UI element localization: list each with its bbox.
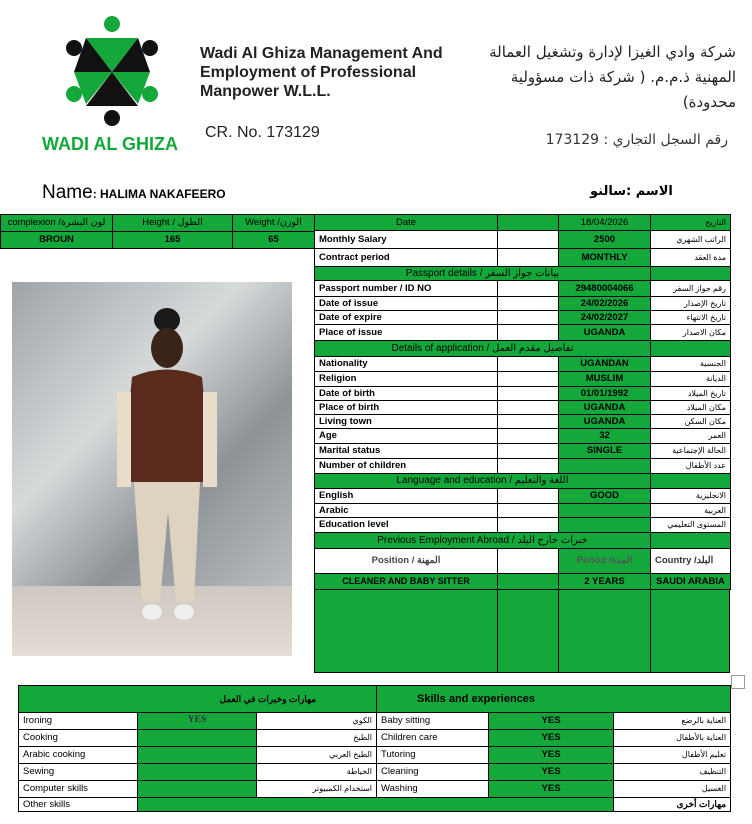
date-row [315, 215, 731, 231]
detail-label-ar: مدة العقد [651, 249, 731, 267]
detail-label: Contract period [315, 249, 498, 267]
skill-row [19, 713, 731, 730]
blank-cell [498, 372, 559, 387]
skill-label: Cleaning [377, 764, 489, 781]
position-header: Position / المهنة [315, 549, 498, 574]
detail-label: Nationality [315, 357, 498, 372]
blank-cell [498, 459, 559, 474]
company-line: Wadi Al Ghiza Management And [200, 45, 443, 62]
skill-label: Children care [377, 730, 489, 747]
detail-label: Passport number / ID NO [315, 281, 498, 297]
skill-label-ar: التنظيف [614, 764, 731, 781]
skill-value [138, 764, 257, 781]
detail-label: Date of issue [315, 297, 498, 311]
weight-header: Weight /الوزن [233, 215, 315, 232]
blank-cell [498, 387, 559, 401]
detail-row [315, 249, 731, 267]
detail-label-ar: العربية [651, 504, 731, 518]
skill-label-ar: الغسيل [614, 781, 731, 798]
detail-row [315, 357, 731, 372]
detail-value: UGANDA [559, 415, 651, 429]
company-name-en [200, 44, 448, 101]
skill-label: Washing [377, 781, 489, 798]
detail-label-ar: العمر [651, 429, 731, 444]
skills-title-ar: مهارات وخبرات في العمل [19, 686, 377, 713]
detail-value: 29480004066 [559, 281, 651, 297]
detail-label-ar: مكان السكن [651, 415, 731, 429]
detail-label: Date [315, 215, 498, 231]
skill-label: Computer skills [19, 781, 138, 798]
detail-row [315, 459, 731, 474]
section-header: Details of application / تفاصيل مقدم العمل [315, 341, 651, 357]
blank-cell [498, 281, 559, 297]
section-header-row [315, 341, 731, 357]
skills-title-en: Skills and experiences [377, 686, 731, 713]
detail-label: Number of children [315, 459, 498, 474]
skill-label: Arabic cooking [19, 747, 138, 764]
detail-row [315, 489, 731, 504]
skill-label-ar: تعليم الأطفال [614, 747, 731, 764]
weight-value: 65 [233, 232, 315, 249]
blank-cell [498, 297, 559, 311]
complexion-header: complexion /لون البشرة [1, 215, 113, 232]
detail-value: 2500 [559, 231, 651, 249]
skill-label: Sewing [19, 764, 138, 781]
detail-row [315, 281, 731, 297]
detail-row [315, 518, 731, 533]
position-value: CLEANER AND BABY SITTER [315, 574, 498, 590]
physical-header-row [1, 215, 315, 232]
skill-row [19, 747, 731, 764]
skill-row [19, 764, 731, 781]
skill-value: YES [489, 713, 614, 730]
detail-label-ar: تاريخ الانتهاء [651, 311, 731, 325]
section-header-row [315, 267, 731, 281]
detail-label: Place of issue [315, 325, 498, 341]
skill-value [138, 730, 257, 747]
blank-cell [498, 444, 559, 459]
blank-cell [498, 249, 559, 267]
blank-cell [498, 325, 559, 341]
cr-number-en: CR. No. 173129 [205, 124, 320, 141]
logo-text: WADI AL GHIZA [42, 134, 178, 154]
details-table [314, 214, 731, 590]
company-logo-icon [62, 14, 162, 132]
detail-row [315, 415, 731, 429]
detail-value: UGANDAN [559, 357, 651, 372]
detail-label: Arabic [315, 504, 498, 518]
detail-label-ar: الانجليزية [651, 489, 731, 504]
detail-row [315, 231, 731, 249]
detail-value: 01/01/1992 [559, 387, 651, 401]
skill-label-ar: العناية بالأطفال [614, 730, 731, 747]
height-header: Height / الطول [113, 215, 233, 232]
detail-value: GOOD [559, 489, 651, 504]
skill-label-ar: استخدام الكمبيوتر [257, 781, 377, 798]
detail-label-ar: الجنسية [651, 357, 731, 372]
period-header: Period /المدة [559, 549, 651, 574]
person-figure-icon [112, 302, 222, 642]
other-skills-value [138, 798, 614, 812]
detail-label-ar: التاريخ [651, 215, 731, 231]
detail-row [315, 325, 731, 341]
detail-value: 18/04/2026 [559, 215, 651, 231]
detail-label: Place of birth [315, 401, 498, 415]
page-corner-marker [731, 675, 745, 689]
company-name-ar [489, 40, 736, 115]
employment-header-row [315, 549, 731, 574]
skill-label-ar: العناية بالرضع [614, 713, 731, 730]
section-header-row [315, 474, 731, 489]
physical-table [0, 214, 315, 249]
country-value: SAUDI ARABIA [651, 574, 731, 590]
skill-value: YES [138, 713, 257, 730]
skill-value: YES [489, 781, 614, 798]
detail-label: Date of expire [315, 311, 498, 325]
section-header-blank [651, 474, 731, 489]
detail-row [315, 444, 731, 459]
detail-label: Living town [315, 415, 498, 429]
section-header-row [315, 533, 731, 549]
detail-label-ar: رقم جواز السفر [651, 281, 731, 297]
other-skills-row [19, 798, 731, 812]
section-header: Previous Employment Abroad / خبرات خارج البلد [315, 533, 651, 549]
skill-label-ar: الطبخ العربي [257, 747, 377, 764]
detail-value [559, 459, 651, 474]
name-value: : HALIMA NAKAFEERO [92, 187, 226, 201]
detail-value: 32 [559, 429, 651, 444]
detail-label: Date of birth [315, 387, 498, 401]
detail-row [315, 297, 731, 311]
company-line-ar: محدودة) [682, 93, 736, 111]
detail-row [315, 429, 731, 444]
detail-value: UGANDA [559, 401, 651, 415]
section-header-blank [651, 341, 731, 357]
detail-label-ar: الراتب الشهري [651, 231, 731, 249]
period-value: 2 YEARS [559, 574, 651, 590]
blank-cell [498, 231, 559, 249]
other-skills-label-ar: مهارات أخرى [614, 798, 731, 812]
detail-value: MONTHLY [559, 249, 651, 267]
name-label: Name [42, 182, 93, 203]
name-field [42, 182, 226, 204]
detail-value: UGANDA [559, 325, 651, 341]
detail-label-ar: مكان الميلاد [651, 401, 731, 415]
section-header: Language and education / اللغة والتعليم [315, 474, 651, 489]
physical-value-row [1, 232, 315, 249]
height-value: 165 [113, 232, 233, 249]
other-skills-label: Other skills [19, 798, 138, 812]
detail-label: Age [315, 429, 498, 444]
skill-value: YES [489, 747, 614, 764]
detail-label-ar: تاريخ الإصدار [651, 297, 731, 311]
blank-cell [498, 357, 559, 372]
skill-label: Cooking [19, 730, 138, 747]
skills-table [18, 685, 731, 812]
skill-row [19, 730, 731, 747]
blank-cell [498, 489, 559, 504]
employment-row [315, 574, 731, 590]
detail-label-ar: تاريخ الميلاد [651, 387, 731, 401]
skill-label-ar: الكوي [257, 713, 377, 730]
detail-value [559, 518, 651, 533]
section-header: Passport details / بيانات جواز السفر [315, 267, 651, 281]
detail-label-ar: مكان الاصدار [651, 325, 731, 341]
section-header-blank [651, 267, 731, 281]
name-label-ar: الاسم :سالنو [590, 184, 673, 199]
detail-row [315, 311, 731, 325]
company-line: Manpower W.L.L. [200, 83, 331, 100]
employment-empty-area [314, 589, 730, 673]
skill-value [138, 781, 257, 798]
detail-label: Religion [315, 372, 498, 387]
complexion-value: BROUN [1, 232, 113, 249]
company-line: Employment of Professional [200, 64, 417, 81]
skill-value [138, 747, 257, 764]
skill-label: Tutoring [377, 747, 489, 764]
blank-cell [498, 429, 559, 444]
detail-value: SINGLE [559, 444, 651, 459]
skill-label-ar: الخياطة [257, 764, 377, 781]
skill-row [19, 781, 731, 798]
blank-cell [498, 401, 559, 415]
detail-row [315, 504, 731, 518]
cr-number-ar: رقم السجل التجاري : 173129 [545, 132, 728, 148]
detail-value [559, 504, 651, 518]
detail-label-ar: الديانة [651, 372, 731, 387]
blank-cell [498, 518, 559, 533]
skill-value: YES [489, 764, 614, 781]
section-header-blank [651, 533, 731, 549]
detail-value: 24/02/2027 [559, 311, 651, 325]
blank-cell [498, 215, 559, 231]
blank-cell [498, 574, 559, 590]
detail-row [315, 372, 731, 387]
detail-label: English [315, 489, 498, 504]
detail-label-ar: الحالة الإجتماعية [651, 444, 731, 459]
blank-cell [498, 504, 559, 518]
detail-label: Marital status [315, 444, 498, 459]
company-line-ar: شركة وادي الغيزا لإدارة وتشغيل العمالة [489, 43, 736, 61]
detail-label-ar: عدد الأطفال [651, 459, 731, 474]
skill-label: Ironing [19, 713, 138, 730]
blank-cell [498, 549, 559, 574]
detail-label-ar: المستوى التعليمي [651, 518, 731, 533]
skills-header-row [19, 686, 731, 713]
skill-label: Baby sitting [377, 713, 489, 730]
detail-label: Monthly Salary [315, 231, 498, 249]
detail-value: MUSLIM [559, 372, 651, 387]
company-line-ar: المهنية ذ.م.م. ( شركة ذات مسؤولية [510, 68, 736, 86]
detail-label: Education level [315, 518, 498, 533]
blank-cell [498, 415, 559, 429]
blank-cell [498, 311, 559, 325]
country-header: Country /البلد [651, 549, 731, 574]
detail-row [315, 401, 731, 415]
candidate-photo [12, 282, 292, 656]
detail-value: 24/02/2026 [559, 297, 651, 311]
skill-label-ar: الطبخ [257, 730, 377, 747]
skill-value: YES [489, 730, 614, 747]
detail-row [315, 387, 731, 401]
